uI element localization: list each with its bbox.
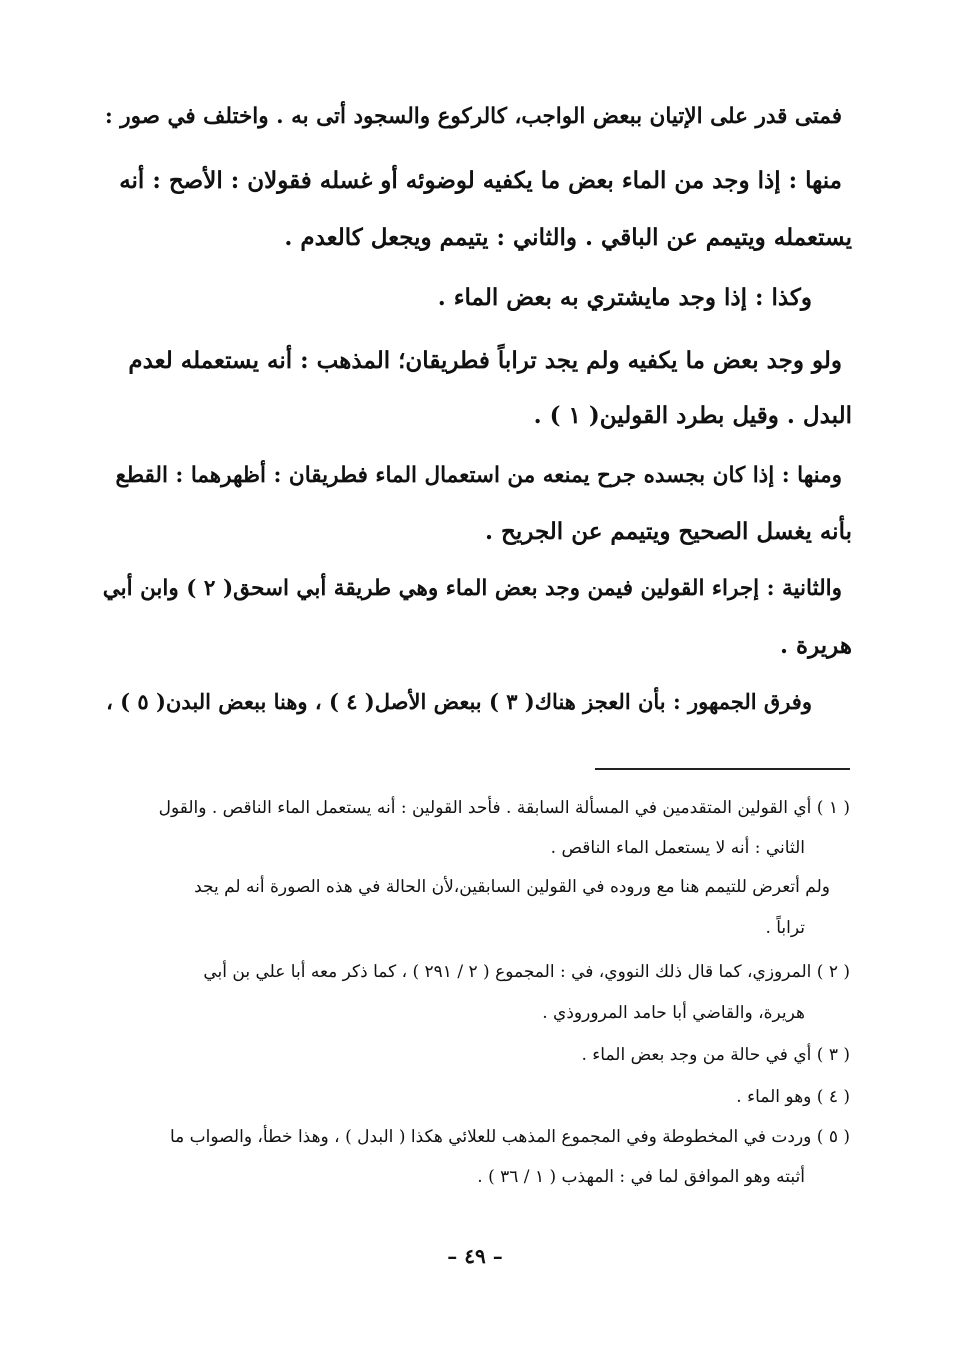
text-line-5: ولو وجد بعض ما يكفيه ولم يجد تراباً فطريقان؛ المذهب : أنه يستعمله لعدم xyxy=(128,347,842,374)
text-line-11: وفرق الجمهور : بأن العجز هناك( ٣ ) ببعض الأصل( ٤ ) ، وهنا ببعض البدن( ٥ ) ، xyxy=(106,689,812,714)
footnote-1-line-1: ( ١ ) أي القولين المتقدمين في المسألة السابقة . فأحد القولين : أنه يستعمل الماء الناقص . والقول xyxy=(158,798,850,818)
text-line-7: ومنها : إذا كان بجسده جرح يمنعه من استعمال الماء فطريقان : أظهرهما : القطع xyxy=(115,463,842,488)
text-line-9: والثانية : إجراء القولين فيمن وجد بعض الماء وهي طريقة أبي اسحق( ٢ ) وابن أبي xyxy=(102,576,842,601)
page-number: – ٤٩ – xyxy=(447,1244,503,1268)
footnote-1-line-3: ولم أتعرض للتيمم هنا مع وروده في القولين السابقين،لأن الحالة في هذه الصورة أنه لم يجد xyxy=(194,877,830,897)
text-line-6: البدل . وقيل بطرد القولين( ١ ) . xyxy=(533,402,852,429)
text-line-10: هريرة . xyxy=(780,632,852,659)
text-line-8: بأنه يغسل الصحيح ويتيمم عن الجريح . xyxy=(484,518,852,545)
text-line-2: منها : إذا وجد من الماء بعض ما يكفيه لوضوئه أو غسله فقولان : الأصح : أنه xyxy=(119,167,842,194)
text-line-3: يستعمله ويتيمم عن الباقي . والثاني : يتيمم ويجعل كالعدم . xyxy=(284,224,852,251)
footnote-1-line-4: تراباً . xyxy=(765,918,805,938)
footnote-2-line-2: هريرة، والقاضي أبا حامد المروروذي . xyxy=(542,1003,805,1023)
footnote-4: ( ٤ ) وهو الماء . xyxy=(736,1087,850,1107)
footnote-3: ( ٣ ) أي في حالة من وجد بعض الماء . xyxy=(581,1045,850,1065)
footnote-5-line-2: أثبته وهو الموافق لما في : المهذب ( ١ / ٣٦ ) . xyxy=(477,1167,805,1187)
text-line-1: فمتى قدر على الإتيان ببعض الواجب، كالركوع والسجود أتى به . واختلف في صور : xyxy=(104,104,842,129)
text-line-4: وكذا : إذا وجد مايشتري به بعض الماء . xyxy=(437,284,812,311)
footnote-5-line-1: ( ٥ ) وردت في المخطوطة وفي المجموع المذهب للعلائي هكذا ( البدل ) ، وهذا خطأ، والصواب ما xyxy=(169,1127,850,1147)
footnote-2-line-1: ( ٢ ) المروزي، كما قال ذلك النووي، في : المجموع ( ٢ / ٢٩١ ) ، كما ذكر معه أبا علي بن أبي xyxy=(203,962,850,982)
footnote-1-line-2: الثاني : أنه لا يستعمل الماء الناقص . xyxy=(550,838,805,858)
footnote-separator xyxy=(595,768,850,770)
